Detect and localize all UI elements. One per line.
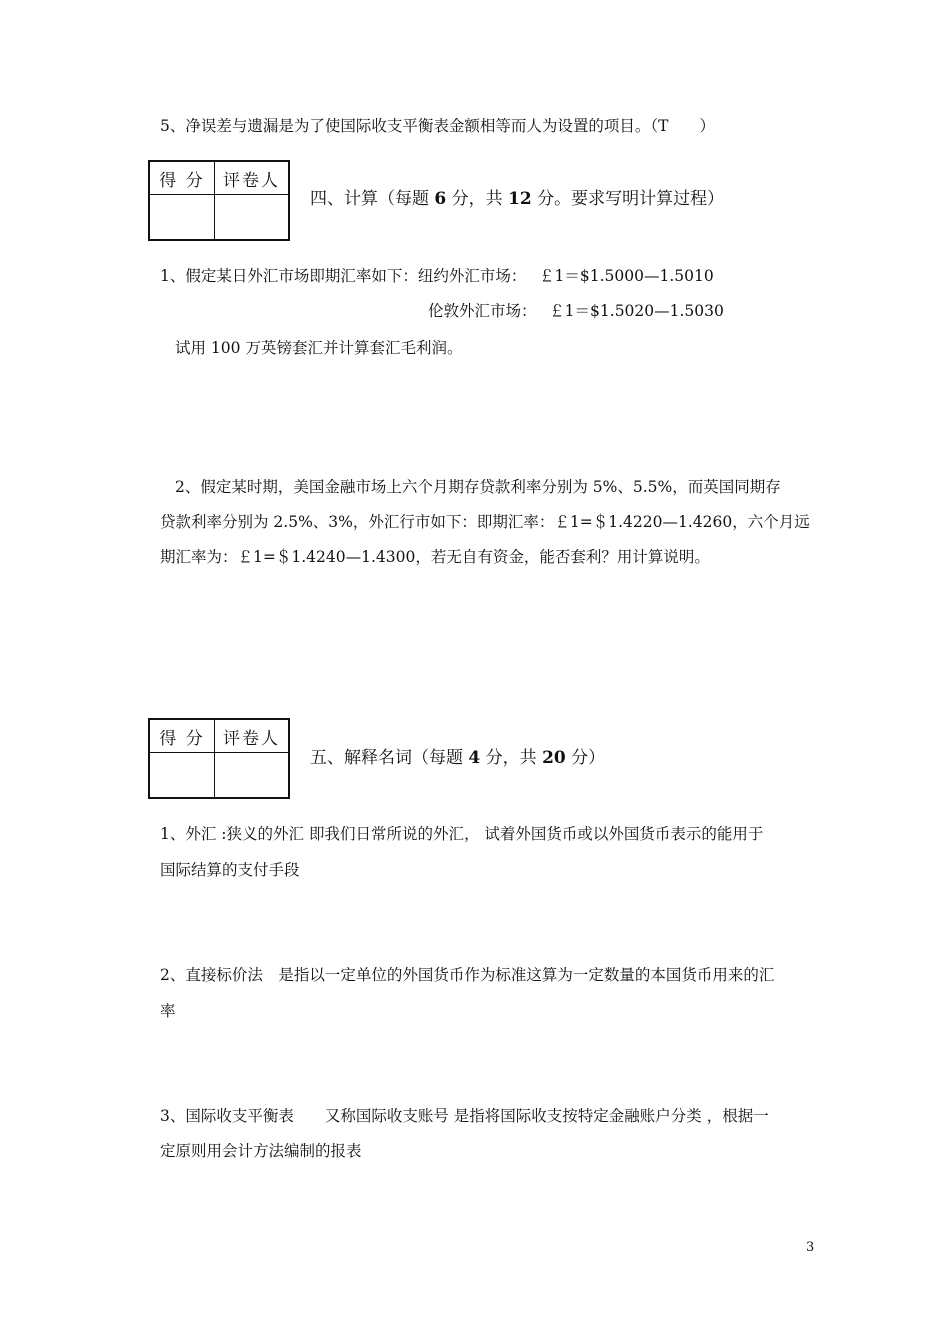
section-5-suffix: 分） (565, 748, 606, 768)
term-3-line-2: 定原则用会计方法编制的报表 (160, 1142, 362, 1160)
page-number: 3 (806, 1240, 815, 1255)
grader-cell[interactable] (215, 753, 290, 799)
grader-label: 评卷人 (215, 161, 290, 195)
term-1-line-1: 1、外汇 :狭义的外汇 即我们日常所说的外汇， 试着外国货币或以外国货币表示的能用于 (160, 825, 764, 843)
term-2-line-2: 率 (160, 1002, 176, 1020)
section-4-heading (310, 189, 724, 209)
section-4-per-score: 6 (434, 189, 447, 209)
score-table-section-4 (148, 160, 290, 241)
grader-cell[interactable] (215, 195, 290, 241)
section-5-total-score: 20 (542, 748, 566, 768)
term-2-line-1: 2、直接标价法 是指以一定单位的外国货币作为标准这算为一定数量的本国货币用来的汇 (160, 966, 775, 984)
score-label: 得 分 (149, 719, 215, 753)
calc-1-line-2: 伦敦外汇市场： ￡1＝$1.5020—1.5030 (428, 302, 724, 320)
section-5-per-score: 4 (468, 748, 481, 768)
section-5-prefix: 五、解释名词（每题 (310, 748, 469, 768)
calc-1-line-3: 试用 100 万英镑套汇并计算套汇毛利润。 (175, 339, 463, 357)
term-1-line-2: 国际结算的支付手段 (160, 861, 300, 879)
score-label: 得 分 (149, 161, 215, 195)
question-5-true-false: 5、净误差与遗漏是为了使国际收支平衡表金额相等而人为设置的项目。（T ） (160, 117, 715, 135)
calc-1-line-1: 1、假定某日外汇市场即期汇率如下：纽约外汇市场： ￡1＝$1.5000—1.5010 (160, 267, 714, 285)
calc-2-line-2: 贷款利率分别为 2.5%、3%，外汇行市如下：即期汇率：￡1=＄1.4220—1.4260，六个月远 (160, 513, 810, 531)
grader-label: 评卷人 (215, 719, 290, 753)
section-5-heading (310, 748, 605, 768)
score-cell[interactable] (149, 195, 215, 241)
score-table-section-5 (148, 718, 290, 799)
section-4-prefix: 四、计算（每题 (310, 189, 435, 209)
calc-2-line-3: 期汇率为：￡1=＄1.4240—1.4300，若无自有资金，能否套利？用计算说明。 (160, 548, 710, 566)
section-5-mid: 分，共 (480, 748, 543, 768)
section-4-total-score: 12 (508, 189, 532, 209)
score-cell[interactable] (149, 753, 215, 799)
calc-2-line-1: 2、假定某时期，美国金融市场上六个月期存贷款利率分别为 5%、5.5%，而英国同期存 (175, 478, 781, 496)
term-3-line-1: 3、国际收支平衡表 又称国际收支账号 是指将国际收支按特定金融账户分类 ，根据一 (160, 1107, 769, 1125)
section-4-mid: 分，共 (446, 189, 509, 209)
section-4-suffix: 分。要求写明计算过程） (531, 189, 725, 209)
